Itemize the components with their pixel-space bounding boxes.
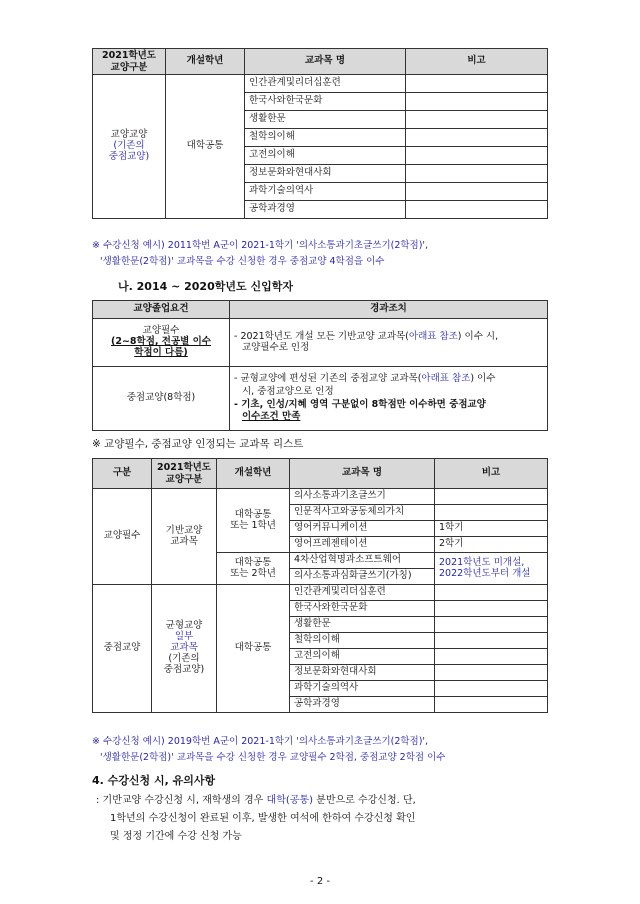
graduation-requirement-table	[92, 300, 548, 431]
col-header-grade: 개설학년	[166, 49, 245, 75]
remark-cell	[435, 617, 548, 633]
remark-cell	[435, 649, 548, 665]
requirement-cell: 중점교양(8학점)	[93, 367, 230, 431]
course-cell: 의사소통과심화글쓰기(가칭)	[290, 569, 435, 585]
col-header-category: 2021학년도 교양구분	[152, 459, 217, 489]
course-cell: 영어프레젠테이션	[290, 537, 435, 553]
remark-cell	[435, 505, 548, 521]
course-cell: 생활한문	[290, 617, 435, 633]
measure-cell: - 2021학년도 개설 모든 기반교양 교과목(아래표 참조) 이수 시, 교양필수로 인정	[230, 319, 548, 367]
remark-cell	[435, 681, 548, 697]
remark-cell	[435, 489, 548, 505]
course-cell: 철학의이해	[245, 129, 406, 147]
remark-cell	[435, 633, 548, 649]
col-header-requirement: 교양졸업요건	[93, 301, 230, 319]
remark-cell	[406, 201, 548, 219]
grade-cell: 대학공통 또는 2학년	[217, 553, 290, 585]
division-cell: 교양필수	[93, 489, 152, 585]
course-cell: 과학기술의역사	[245, 183, 406, 201]
section-heading-cautions: 4. 수강신청 시, 유의사항	[92, 774, 216, 787]
course-table-2021	[92, 48, 548, 219]
col-header-measure: 경과조치	[230, 301, 548, 319]
remark-cell: 2학기	[435, 537, 548, 553]
remark-cell	[406, 93, 548, 111]
category-cell: 기반교양 교과목	[152, 489, 217, 585]
course-cell: 4차산업혁명과소프트웨어	[290, 553, 435, 569]
division-cell: 중점교양	[93, 585, 152, 713]
course-cell: 인간관계및리더십훈련	[290, 585, 435, 601]
course-cell: 의사소통과기초글쓰기	[290, 489, 435, 505]
col-header-grade: 개설학년	[217, 459, 290, 489]
course-cell: 생활한문	[245, 111, 406, 129]
remark-cell	[406, 75, 548, 93]
section-heading-2014-2020: 나. 2014 ~ 2020학년도 신입학자	[118, 280, 293, 293]
col-header-category: 2021학년도 교양구분	[93, 49, 166, 75]
grade-cell: 대학공통 또는 1학년	[217, 489, 290, 553]
note-example-1: ※ 수강신청 예시) 2011학번 A군이 2021-1학기 '의사소통과기초글쓰기(2학점)', '생활한문(2학점)' 교과목을 수강 신청한 경우 중점교양 4학점을 이수	[92, 240, 429, 267]
course-cell: 공학과경영	[290, 697, 435, 713]
recognized-course-list-table	[92, 458, 548, 713]
course-cell: 고전의이해	[245, 147, 406, 165]
remark-cell	[435, 601, 548, 617]
course-cell: 과학기술의역사	[290, 681, 435, 697]
remark-cell	[406, 111, 548, 129]
remark-cell	[435, 665, 548, 681]
col-header-remark: 비고	[406, 49, 548, 75]
caution-paragraph: : 기반교양 수강신청 시, 재학생의 경우 대학(공통) 분반으로 수강신청. 단, 1학년의 수강신청이 완료된 이후, 발생한 여석에 한하여 수강신청 확인 및 정정 기간에 수강 신청 가능	[96, 795, 416, 842]
grade-cell: 대학공통	[217, 585, 290, 713]
col-header-course: 교과목 명	[290, 459, 435, 489]
course-cell: 한국사와한국문화	[290, 601, 435, 617]
course-cell: 인문적사고와공동체의가치	[290, 505, 435, 521]
remark-cell: 2021학년도 미개설, 2022학년도부터 개설	[435, 553, 548, 585]
course-cell: 인간관계및리더십훈련	[245, 75, 406, 93]
category-cell: 교양교양 (기존의 중점교양)	[93, 75, 166, 219]
course-cell: 영어커뮤니케이션	[290, 521, 435, 537]
col-header-course: 교과목 명	[245, 49, 406, 75]
remark-cell	[435, 585, 548, 601]
requirement-cell: 교양필수 (2~8학점, 전공별 이수 학점이 다름)	[93, 319, 230, 367]
remark-cell	[406, 165, 548, 183]
category-cell: 균형교양 일부 교과목 (기존의 중점교양)	[152, 585, 217, 713]
remark-cell: 1학기	[435, 521, 548, 537]
remark-cell	[406, 129, 548, 147]
measure-cell: - 균형교양에 편성된 기존의 중점교양 교과목(아래표 참조) 이수 시, 중점교양으로 인정 - 기초, 인성/지혜 영역 구분없이 8학점만 이수하면 중점교양 이수조건 만족	[230, 367, 548, 431]
remark-cell	[406, 147, 548, 165]
page-number: - 2 -	[310, 876, 330, 887]
grade-cell: 대학공통	[166, 75, 245, 219]
col-header-division: 구분	[93, 459, 152, 489]
section-heading-list: ※ 교양필수, 중점교양 인정되는 교과목 리스트	[92, 438, 304, 450]
remark-cell	[406, 183, 548, 201]
course-cell: 철학의이해	[290, 633, 435, 649]
col-header-remark: 비고	[435, 459, 548, 489]
course-cell: 고전의이해	[290, 649, 435, 665]
course-cell: 공학과경영	[245, 201, 406, 219]
course-cell: 정보문화와현대사회	[290, 665, 435, 681]
remark-cell	[435, 697, 548, 713]
course-cell: 정보문화와현대사회	[245, 165, 406, 183]
course-cell: 한국사와한국문화	[245, 93, 406, 111]
note-example-2: ※ 수강신청 예시) 2019학번 A군이 2021-1학기 '의사소통과기초글쓰기(2학점)', '생활한문(2학점)' 교과목을 수강 신청한 경우 교양필수 2학점, 중점교양 2학점 이수	[92, 736, 446, 763]
